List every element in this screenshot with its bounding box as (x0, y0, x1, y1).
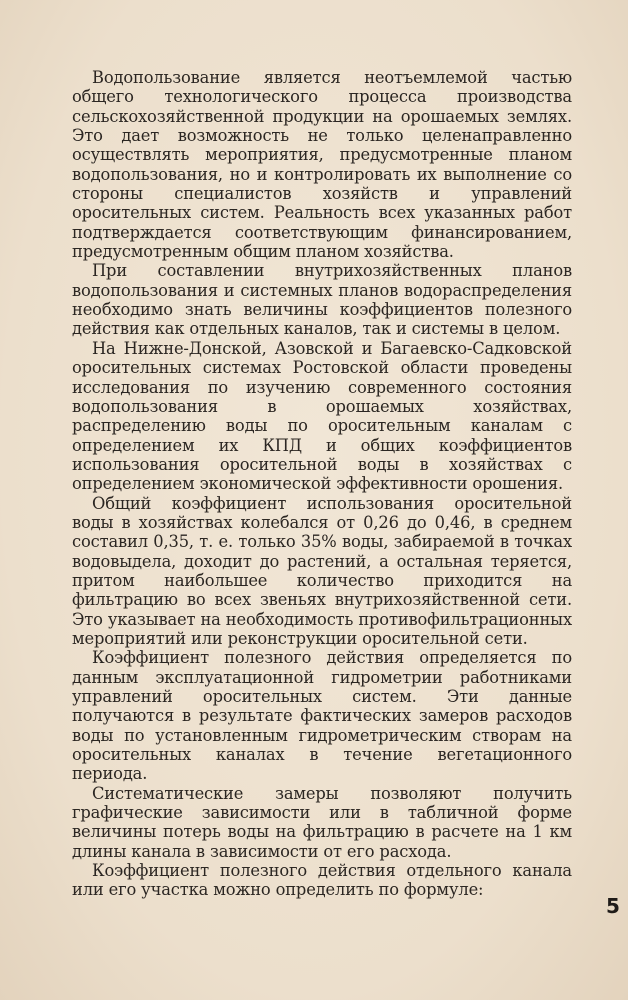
paragraph-3: На Нижне-Донской, Азовской и Багаевско-Садковской оросительных системах Ростовской области проведены исследования по изучению современного состояния водопользования в орошаемых хозяйствах, распределению воды по оросительным каналам с определением их КПД и общих коэффициентов использования оросительной воды в хозяйствах с определением экономической эффективности орошения. (72, 338, 572, 494)
paragraph-7: Коэффициент полезного действия отдельного канала или его участка можно определить по формуле: (72, 861, 572, 900)
body-text (72, 68, 572, 900)
paragraph-6: Систематические замеры позволяют получить графические зависимости или в табличной форме величины потерь воды на фильтрацию в расчете на 1 км длины канала в зависимости от его расхода. (72, 783, 572, 861)
paragraph-5: Коэффициент полезного действия определяется по данным эксплуатационной гидрометрии работниками управлений оросительных систем. Эти данные получаются в результате фактических замеров расходов воды по установленным гидрометрическим створам на оросительных каналах в течение вегетационного периода. (72, 648, 572, 784)
page-number: 5 (606, 894, 620, 918)
paragraph-1: Водопользование является неотъемлемой частью общего технологического процесса производства сельскохозяйственной продукции на орошаемых землях. Это дает возможность не только целенаправленно осуществлять мероприятия, предусмотренные планом водопользования, но и контролировать их выполнение со стороны специалистов хозяйств и управлений оросительных систем. Реальность всех указанных работ подтверждается соответствующим финансированием, предусмотренным общим планом хозяйства. (72, 68, 572, 262)
paragraph-4: Общий коэффициент использования оросительной воды в хозяйствах колебался от 0,26 до 0,46, в среднем составил 0,35, т. е. только 35% воды, забираемой в точках водовыдела, доходит до растений, а остальная теряется, притом наибольшее количество приходится на фильтрацию во всех звеньях внутрихозяйственной сети. Это указывает на необходимость противофильтрационных мероприятий или реконструкции оросительной сети. (72, 493, 572, 648)
paragraph-2: При составлении внутрихозяйственных планов водопользования и системных планов водораспределения необходимо знать величины коэффициентов полезного действия как отдельных каналов, так и системы в целом. (72, 261, 572, 339)
